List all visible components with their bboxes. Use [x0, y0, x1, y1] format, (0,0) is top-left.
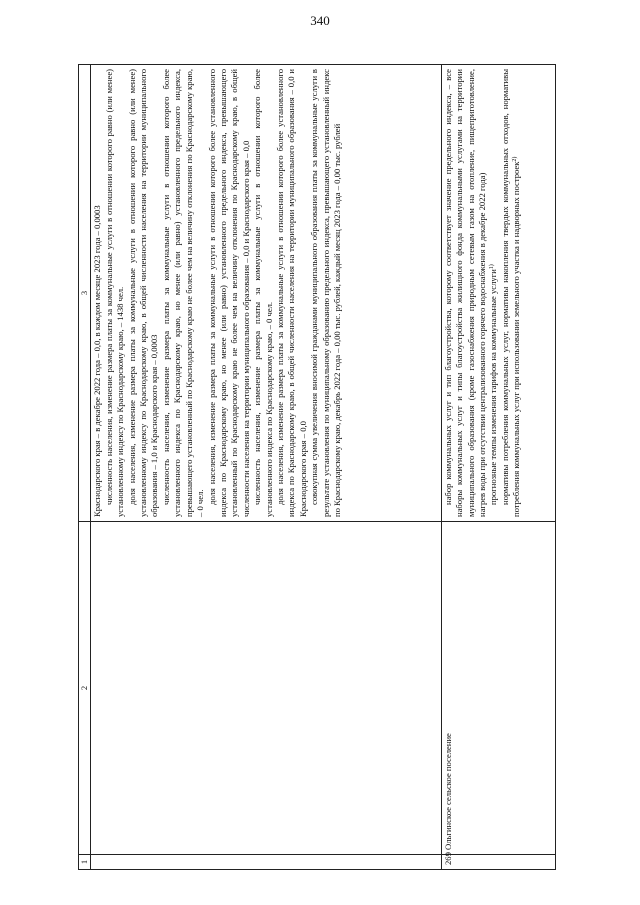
paragraph: доля населения, изменение размера платы за коммунальные услуги в отношении которого более установленного индекса по Краснодарскому краю, в общей численности населения на территории муниципального образования – 0,0 и Краснодарского края – 0,0: [275, 69, 308, 517]
paragraph-text: прогнозные темпы изменения тарифов на коммунальные услуги: [488, 269, 499, 505]
row-number: 269: [441, 855, 555, 870]
row1-col3: [91, 65, 441, 522]
row2-col3: [441, 65, 555, 522]
paragraph: [488, 69, 499, 517]
header-cell-1: 1: [79, 855, 91, 870]
header-cell-3: 3: [79, 65, 91, 522]
paragraph: набор коммунальных услуг и тип благоустройства, которому соответствует значение предельного индекса, – все наборы коммунальных услуг и типы благоустройства жилищного фонда коммунальными услугами на территории муниципального образования (кроме газоснабжения природным сетевым газом на отопление, пищеприготовление, нагрев воды при отсутствии централизованного горячего водоснабжения в декабре 2022 года): [442, 69, 487, 517]
document-table: [78, 64, 556, 870]
paragraph: [500, 69, 523, 517]
paragraph: совокупная сумма увеличения вносимой гражданами муниципального образования платы за коммунальные услуги в результате установления по муниципальному образованию предельного индекса, превышающего установленный индекс по Краснодарскому краю, декабрь 2022 года – 0,00 тыс. рублей, каждый месяц 2023 года – 0,00 тыс. рублей: [309, 69, 343, 517]
table-header-row: [79, 65, 91, 870]
paragraph: Краснодарского края – в декабре 2022 года – 0,0, в каждом месяце 2023 года – 0,0003: [92, 205, 103, 517]
footnote-mark: 1): [489, 264, 496, 270]
paragraph-text: нормативы потребления коммунальных услуг, нормативы накопления твердых коммунальных отходов, нормативы потребления коммунальных услуг при использовании земельного участка и надворных построек: [499, 69, 522, 517]
page-number: 340: [310, 13, 330, 28]
header-cell-2: 2: [79, 522, 91, 855]
paragraph: численность населения, изменение размера платы за коммунальные услуги в отношении которого более установленного индекса по Краснодарскому краю, – 0 чел.: [252, 69, 274, 517]
table-row-continuation: [91, 65, 441, 870]
paragraph: численность населения, изменение размера платы за коммунальные услуги в отношении которого равно (или менее) установленному индексу по Краснодарскому краю, – 1438 чел.: [103, 69, 126, 517]
row1-col2: [91, 522, 441, 855]
settlement-name: Ольгинское сельское поселение: [441, 522, 555, 855]
paragraph: численность населения, изменение размера платы за коммунальные услуги в отношении которого более установленного индекса по Краснодарскому краю, но менее (или равно) установленного предельного индекса, превышающего установленный по Краснодарскому краю не более чем на величину отклонения по Краснодарскому краю, – 0 чел.: [160, 69, 206, 517]
paragraph: доля населения, изменение размера платы за коммунальные услуги в отношении которого равно (или менее) установленному индексу по Краснодарскому краю, в общей численности населения на территории муниципального образования – 1,0 и Краснодарского края – 0,0003: [126, 69, 160, 517]
paragraph: доля населения, изменение размера платы за коммунальные услуги в отношении которого более установленного индекса по Краснодарскому краю, но менее (или равно) установленного предельного индекса, превышающего установленный по Краснодарскому краю не более чем на величину отклонения по Краснодарскому краю, в общей численности населения на территории муниципального образования – 0,0 и Краснодарского края – 0,0: [206, 69, 251, 517]
rotated-table-container: [78, 65, 556, 870]
row1-col1: [91, 855, 441, 870]
footnote-mark: 2): [512, 156, 519, 162]
table-row-269: [441, 65, 555, 870]
